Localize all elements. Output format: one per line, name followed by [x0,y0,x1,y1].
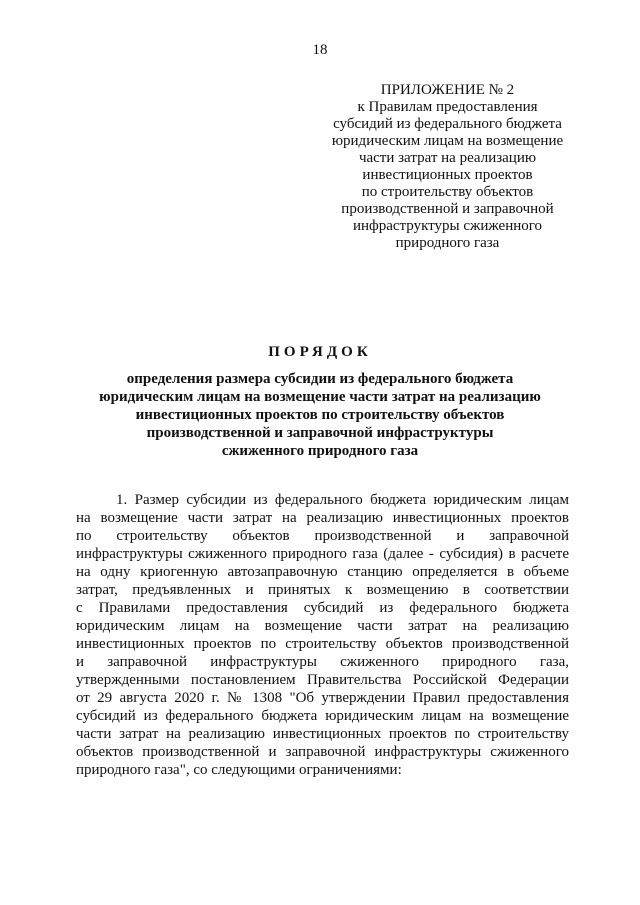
appendix-line: части затрат на реализацию [358,150,537,166]
body-line: субсидий из федерального бюджета юридическим лицам на возмещение [76,708,569,724]
appendix-line: инфраструктуры сжиженного [352,218,543,234]
appendix-line: по строительству объектов [361,184,534,200]
body-line: и заправочной инфраструктуры сжиженного природного газа, [76,654,569,670]
body-line: инфраструктуры сжиженного природного газа (далее - субсидия) в расчете [76,546,569,562]
body-line: природного газа", со следующими ограничениями: [76,762,402,778]
body-line: на возмещение части затрат на реализацию инвестиционных проектов [76,510,569,526]
appendix-line: природного газа [395,235,500,251]
appendix-line: субсидий из федерального бюджета [333,116,562,132]
subtitle-line: сжиженного природного газа [221,443,419,459]
body-line: 1. Размер субсидии из федерального бюджета юридическим лицам [116,492,569,508]
appendix-header [310,82,585,252]
body-line: части затрат на реализацию инвестиционных проектов по строительству [76,726,569,742]
body-line: затрат, предъявленных и принятых к возмещению в соответствии [76,582,569,598]
body-paragraph [76,491,569,779]
subtitle-line: производственной и заправочной инфраструктуры [146,425,494,441]
appendix-line: производственной и заправочной [341,201,554,217]
body-line: юридическим лицам на возмещение части затрат на реализацию [76,618,569,634]
document-subtitle [95,370,545,460]
appendix-line: юридическим лицам на возмещение [331,133,564,149]
body-line: от 29 августа 2020 г. № 1308 "Об утверждении Правил предоставления [76,690,569,706]
appendix-line: инвестиционных проектов [362,167,533,183]
subtitle-line: определения размера субсидии из федерального бюджета [126,371,514,387]
subtitle-line: инвестиционных проектов по строительству объектов [135,407,505,423]
body-line: по строительству объектов производственной и заправочной [76,528,569,544]
body-line: с Правилами предоставления субсидий из федерального бюджета [76,600,569,616]
body-line: инвестиционных проектов по строительству объектов производственной [76,636,569,652]
page-number: 18 [312,42,328,58]
body-line: на одну криогенную автозаправочную станцию определяется в объеме [76,564,569,580]
body-line: объектов производственной и заправочной инфраструктуры сжиженного [76,744,569,760]
subtitle-line: юридическим лицам на возмещение части затрат на реализацию [99,389,541,405]
appendix-line: к Правилам предоставления [357,99,538,115]
body-line: утвержденными постановлением Правительства Российской Федерации [76,672,569,688]
appendix-line: ПРИЛОЖЕНИЕ № 2 [380,82,515,98]
document-title: ПОРЯДОК [268,344,372,360]
